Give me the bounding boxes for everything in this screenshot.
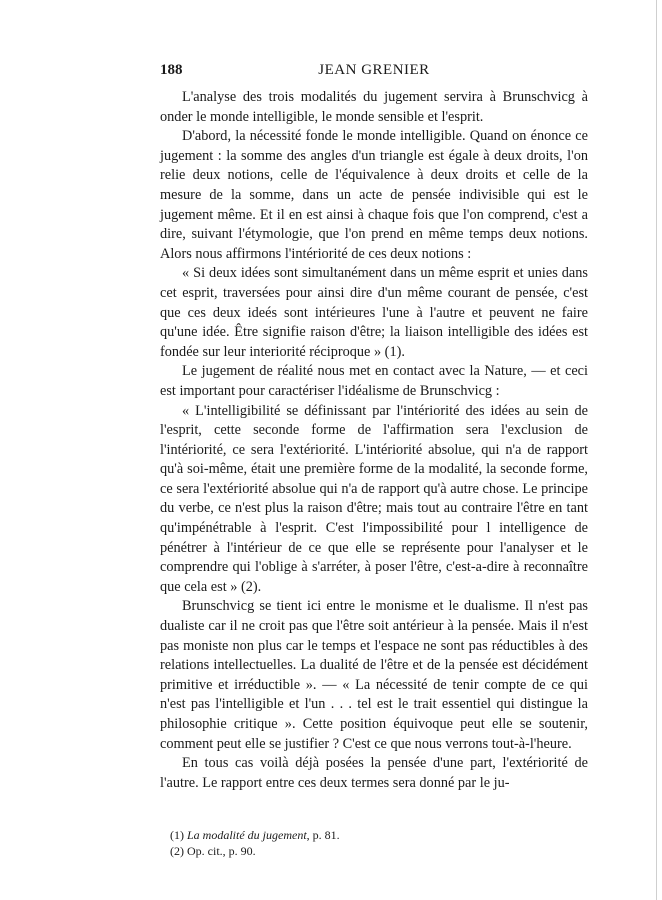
footnote-mark: (2) — [170, 844, 184, 859]
footnote-title: La modalité du jugement — [187, 828, 307, 843]
paragraph: Brunschvicg se tient ici entre le monisme et le dualisme. Il n'est pas dualiste car il ne croit pas que l'être soit antérieur à la pensée. Mais il n'est pas moniste non plus car le temps et l'espace ne sont pas réductibles à des relations intellectuelles. La dualité de l'être et de la pensée est décidément primitive et irréductible ». — « La nécessité de tenir compte de ce qui n'est pas l'intelligible et l'un . . . tel est le trait essentiel qui distingue la philosophie critique ». Cette position équivoque peut elle se soutenir, comment peut elle se justifier ? C'est ce que nous verrons tout-à-l'heure. — [160, 598, 588, 752]
footnote-rest: , p. 81. — [306, 828, 340, 843]
block-quote: « L'intelligibilité se définissant par l'intériorité des idées au sein de l'esprit, cette seconde forme de l'affirmation sera l'exclusion de l'intériorité, ce sera l'extériorité. L'intériorité absolue, qui n'a de rapport qu'à soi-même, était une première forme de la modalité, la seconde forme, ce sera l'extériorité absolue qui n'a de rapport qu'à autre chose. Le principe du verbe, ce n'est plus la raison d'être; mais tout au contraire l'être en tant qu'impénétrable à l'esprit. C'est l'impossibilité pour l intelligence de pénétrer à l'intérieur de ce que elle se représente pour l'analyser et le comprendre qui l'oblige à s'arréter, à poser l'être, c'est-a-dire à reconnaître que cela est » (2). — [160, 402, 588, 595]
footnote-rest: Op. cit., p. 90. — [187, 844, 256, 859]
paragraph: En tous cas voilà déjà posées la pensée d'une part, l'extériorité de l'autre. Le rapport entre ces deux termes sera donné par le ju- — [160, 755, 588, 791]
paragraph: Le jugement de réalité nous met en contact avec la Nature, — et ceci est important pour caractériser l'idéalisme de Brunschvicg : — [160, 363, 588, 399]
body-text — [160, 88, 588, 793]
page-number: 188 — [160, 62, 183, 78]
footnote-mark: (1) — [170, 828, 184, 843]
footnote-1 — [170, 827, 588, 843]
footnote-2 — [170, 843, 588, 859]
page-header — [160, 62, 588, 88]
paragraph: D'abord, la nécessité fonde le monde intelligible. Quand on énonce ce jugement : la somme des angles d'un triangle est égale à deux droits, l'on relie deux notions, celle de l'équivalence à deux droits et celle de la mesure de la somme, dans un acte de pensée indivisible qui est le jugement même. Et il en est ainsi à chaque fois que l'on comprend, c'est a dire, suivant l'étymologie, que l'on prend en même temps deux notions. Alors nous affirmons l'intériorité de ces deux notions : — [160, 128, 588, 262]
block-quote: « Si deux idées sont simultanément dans un même esprit et unies dans cet esprit, traversées pour ainsi dire d'un même courant de pensée, c'est que ces deux ideés sont intérieures l'une à l'autre et peuvent ne faire qu'une idée. Être signifie raison d'être; la liaison intelligible des idées est fondée sur leur interiorité réciproque » (1). — [160, 265, 588, 360]
running-title: JEAN GRENIER — [318, 62, 430, 78]
page-edge-line — [656, 0, 657, 900]
book-page — [160, 62, 588, 859]
paragraph: L'analyse des trois modalités du jugement servira à Brunschvicg à onder le monde intelligible, le monde sensible et l'esprit. — [160, 89, 588, 125]
footnotes — [160, 827, 588, 859]
